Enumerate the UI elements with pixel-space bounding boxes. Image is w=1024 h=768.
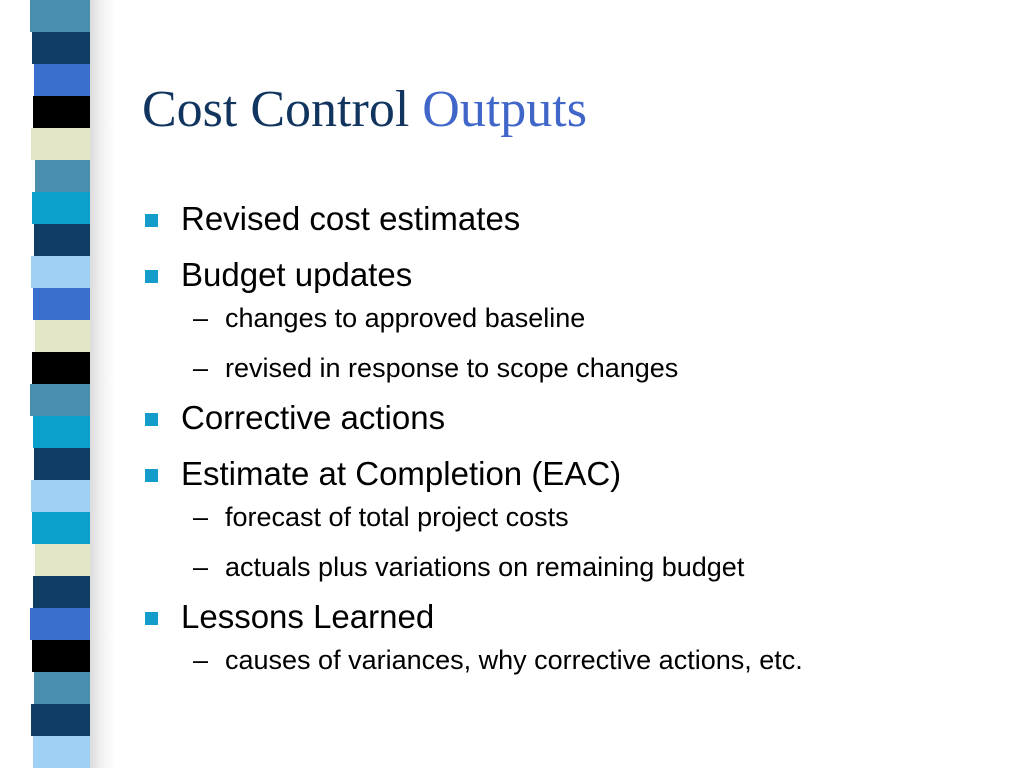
- bullet-text: Lessons Learned: [181, 598, 435, 635]
- title-main: Cost Control: [142, 81, 410, 138]
- sub-bullet-text: changes to approved baseline: [225, 303, 586, 333]
- strip-block: [33, 96, 90, 128]
- sub-bullet-item: [181, 351, 1002, 385]
- square-bullet-icon: [145, 214, 158, 227]
- strip-block: [33, 416, 90, 448]
- sub-bullet-text: actuals plus variations on remaining budget: [225, 552, 745, 582]
- strip-block: [33, 288, 90, 320]
- bullet-item: [142, 395, 1002, 441]
- strip-block: [34, 224, 90, 256]
- dash-bullet-icon: –: [193, 645, 209, 675]
- sub-bullet-text: forecast of total project costs: [225, 502, 569, 532]
- sub-bullet-text: causes of variances, why corrective actions, etc.: [225, 645, 803, 675]
- square-bullet-icon: [145, 270, 158, 283]
- strip-block: [32, 32, 90, 64]
- square-bullet-icon: [145, 612, 158, 625]
- square-bullet-icon: [145, 469, 158, 482]
- bullet-item: [142, 196, 1002, 242]
- slide-title: [142, 80, 587, 140]
- title-accent: Outputs: [422, 81, 587, 138]
- dash-bullet-icon: –: [193, 353, 209, 383]
- strip-block: [34, 448, 90, 480]
- sub-bullet-text: revised in response to scope changes: [225, 353, 679, 383]
- strip-block: [30, 384, 90, 416]
- strip-block: [30, 608, 90, 640]
- dash-bullet-icon: –: [193, 303, 209, 333]
- bullet-item: [142, 594, 1002, 677]
- strip-block: [32, 352, 90, 384]
- dash-bullet-icon: –: [193, 502, 209, 532]
- sub-bullet-item: [181, 500, 1002, 534]
- strip-block: [31, 256, 90, 288]
- strip-block: [35, 320, 90, 352]
- strip-block: [30, 0, 90, 32]
- sub-bullet-item: [181, 643, 1002, 677]
- strip-block: [35, 544, 90, 576]
- sub-bullet-item: [181, 550, 1002, 584]
- sub-bullet-list: [181, 643, 1002, 677]
- square-bullet-icon: [145, 413, 158, 426]
- sub-bullet-item: [181, 301, 1002, 335]
- bullet-item: [142, 451, 1002, 584]
- bullet-text: Revised cost estimates: [181, 200, 521, 237]
- strip-block: [34, 64, 90, 96]
- strip-block: [32, 192, 90, 224]
- bullet-text: Corrective actions: [181, 399, 446, 436]
- dash-bullet-icon: –: [193, 552, 209, 582]
- strip-block: [34, 672, 90, 704]
- strip-block: [33, 576, 90, 608]
- strip-block: [33, 736, 90, 768]
- bullet-text: Estimate at Completion (EAC): [181, 455, 622, 492]
- bullet-list: [142, 196, 1002, 687]
- strip-block: [32, 640, 90, 672]
- bullet-item: [142, 252, 1002, 385]
- strip-block: [35, 160, 90, 192]
- sub-bullet-list: [181, 301, 1002, 385]
- strip-block: [32, 512, 90, 544]
- bullet-text: Budget updates: [181, 256, 413, 293]
- strip-block: [31, 480, 90, 512]
- strip-block: [31, 704, 90, 736]
- sub-bullet-list: [181, 500, 1002, 584]
- decorative-color-strip: [30, 0, 96, 768]
- strip-block: [31, 128, 90, 160]
